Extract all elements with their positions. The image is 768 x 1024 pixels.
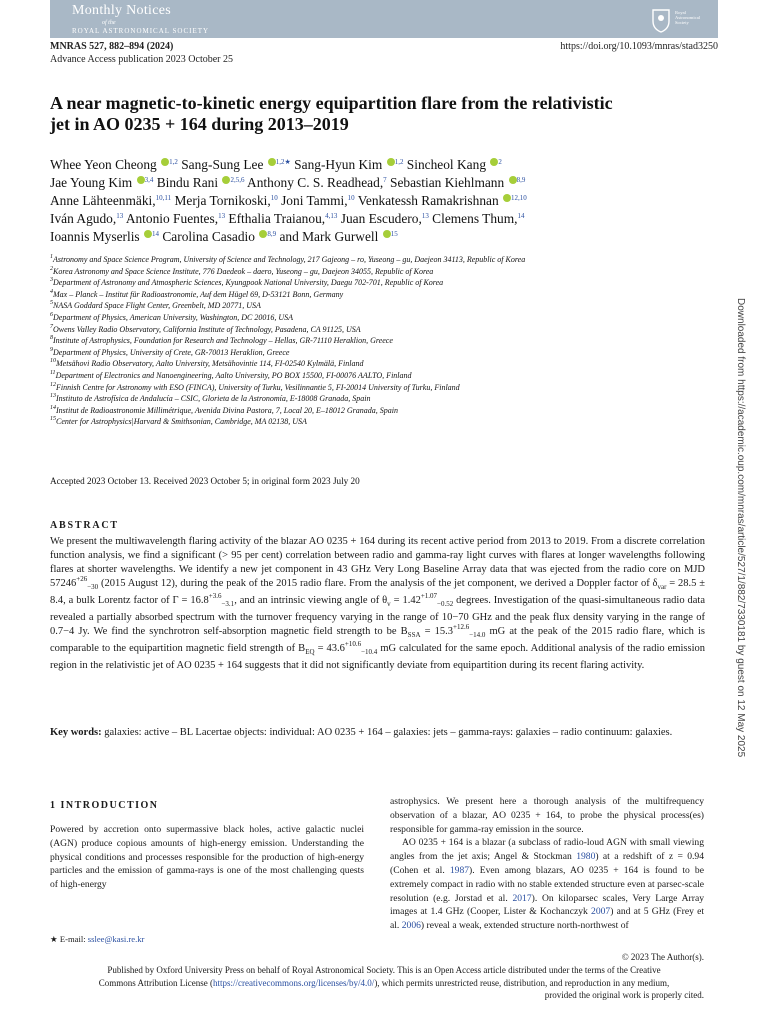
author: Juan Escudero,$^{13}$ xyxy=(340,211,429,226)
abstract-heading: ABSTRACT xyxy=(50,520,119,531)
author: Clemens Thum,$^{14}$ xyxy=(432,211,525,226)
author: Efthalia Traianou,$^{4,13}$ xyxy=(228,211,338,226)
copyright: © 2023 The Author(s). xyxy=(621,952,704,962)
author: Iván Agudo,$^{13}$ xyxy=(50,211,124,226)
affiliation: $^2$Korea Astronomy and Space Science Institute, 776 Daedeok – daero, Yuseong – gu, Daejeon 34055, Republic of Korea xyxy=(50,265,434,276)
affiliation: $^3$Department of Astronomy and Atmospheric Sciences, Kyungpook National University, Daegu 702-701, Republic of Korea xyxy=(50,277,444,288)
author: Bindu Rani $^{2,5,6}$ xyxy=(156,175,245,190)
author: Antonio Fuentes,$^{13}$ xyxy=(125,211,226,226)
author: Sebastian Kiehlmann $^{8,9}$ xyxy=(390,175,526,190)
author: Whee Yeon Cheong $^{1,2}$ xyxy=(50,157,178,172)
footnote: ★ E-mail: sslee@kasi.re.kr xyxy=(50,934,145,944)
author: and Mark Gurwell $^{15}$ xyxy=(279,229,398,244)
affiliation: $^4$Max – Planck – Institut für Radioastronomie, Auf dem Hügel 69, D-53121 Bonn, Germany xyxy=(50,288,344,299)
download-sidebar: Downloaded from https://academic.oup.com/mnras/article/527/1/882/7330181 by guest on 12 May 2025 xyxy=(735,298,746,758)
keywords: Key words: galaxies: active – BL Lacertae objects: individual: AO 0235 + 164 – galaxies: jets – gamma-rays: galaxies – radio continuum: galaxies. xyxy=(50,727,673,738)
doi-link[interactable]: https://doi.org/10.1093/mnras/stad3250 xyxy=(560,41,718,52)
affiliation: $^{15}$Center for Astrophysics|Harvard & Smithsonian, Cambridge, MA 02138, USA xyxy=(50,416,307,427)
ras-crest-icon xyxy=(650,7,672,33)
citation-link[interactable]: 1980 xyxy=(576,851,596,863)
journal-name: Monthly Notices xyxy=(72,3,171,18)
paper-title: A near magnetic-to-kinetic energy equipartition flare from the relativistic jet in AO 0235 + 164 during 2013–2019 xyxy=(50,93,613,134)
orcid-icon[interactable] xyxy=(503,194,511,202)
intro-left-column: Powered by accretion onto supermassive black holes, active galactic nuclei (AGN) produce copious amounts of high-energy emission. Understanding the physical conditions and processes responsible for the production of high-energy particles and the emission of gamma-rays is one of the most challenging quests of high-energy xyxy=(50,824,364,891)
author: Jae Young Kim $^{3,4}$ xyxy=(50,175,154,190)
citation-link[interactable]: 2007 xyxy=(591,906,611,918)
affiliation: $^8$Institute of Astrophysics, Foundation for Research and Technology – Hellas, GR-71110 Heraklion, Greece xyxy=(50,335,393,346)
intro-right-column: astrophysics. We present here a thorough analysis of the multifrequency observation of a blazar, AO 0235 + 164, to probe the physical process(es) responsible for gamma-ray emission in the source. AO 0235 + 164 is a blazar (a subclass of radio-loud AGN with small viewing angles from the jet axis; Angel & Stockman 1980) at a redshift of z = 0.94 (Cohen et al. 1987). Even among blazars, AO 0235 + 164 is found to be extremely compact in radio with no stable extended structure even at parsec-scale resolution (e.g. Jorstad et al. 2017). On kiloparsec scales, Very Large Array images at 1.4 GHz (Cooper, Lister & Kochanczyk 2007) and at 5 GHz (Frey et al. 2006) reveal a weak, extended structure north-northwest of xyxy=(390,796,704,932)
affiliation: $^{11}$Department of Electronics and Nanoengineering, Aalto University, PO BOX 15500, FI-00076 AALTO, Finland xyxy=(50,369,412,380)
orcid-icon[interactable] xyxy=(161,158,169,166)
author: Ioannis Myserlis $^{14}$ xyxy=(50,229,159,244)
advance-access: Advance Access publication 2023 October 25 xyxy=(50,54,234,65)
orcid-icon[interactable] xyxy=(387,158,395,166)
orcid-icon[interactable] xyxy=(383,230,391,238)
author-list xyxy=(50,156,710,246)
orcid-icon[interactable] xyxy=(268,158,276,166)
ras-logo-text: Royal Astronomical Society xyxy=(675,10,701,25)
email-link[interactable]: sslee@kasi.re.kr xyxy=(87,934,145,944)
orcid-icon[interactable] xyxy=(137,176,145,184)
license-link[interactable]: https://creativecommons.org/licenses/by/4.0/ xyxy=(213,977,375,988)
affiliation: $^6$Department of Physics, American University, Washington, DC 20016, USA xyxy=(50,311,293,322)
affiliation: $^9$Department of Physics, University of Crete, GR-70013 Heraklion, Greece xyxy=(50,346,290,357)
journal-of: of the xyxy=(102,20,116,26)
affiliation: $^{10}$Metsähovi Radio Observatory, Aalto University, Metsähovintie 114, FI-02540 Kylmälä, Finland xyxy=(50,358,364,369)
author: Anne Lähteenmäki,$^{10,11}$ xyxy=(50,193,172,208)
orcid-icon[interactable] xyxy=(144,230,152,238)
affiliation: $^5$NASA Goddard Space Flight Center, Greenbelt, MD 20771, USA xyxy=(50,300,261,311)
author: Sang-Sung Lee $^{1,2★}$ xyxy=(181,157,291,172)
author: Sincheol Kang $^2$ xyxy=(406,157,502,172)
author: Anthony C. S. Readhead,$^7$ xyxy=(247,175,387,190)
citation: MNRAS 527, 882–894 (2024) xyxy=(50,41,174,52)
author: Merja Tornikoski,$^{10}$ xyxy=(174,193,278,208)
affiliation: $^{12}$Finnish Centre for Astronomy with ESO (FINCA), University of Turku, Vesilinnantie 5, FI-20014 University of Turku, Finland xyxy=(50,381,460,392)
ras-logo xyxy=(650,7,712,33)
citation-link[interactable]: 1987 xyxy=(449,864,470,876)
affiliation: $^1$Astronomy and Space Science Program, University of Science and Technology, 217 Gajeong – ro, Yuseong – gu, Daejeon 34113, Republic of Korea xyxy=(50,254,526,264)
citation-link[interactable]: 2006 xyxy=(401,920,421,932)
orcid-icon[interactable] xyxy=(509,176,517,184)
author: Venkatessh Ramakrishnan $^{12,10}$ xyxy=(357,193,527,208)
affiliation: $^{14}$Institut de Radioastronomie Millimétrique, Avenida Divina Pastora, 7, Local 20, E–18012 Granada, Spain xyxy=(50,404,398,415)
abstract-text: We present the multiwavelength flaring activity of the blazar AO 0235 + 164 during its recent active period from 2013 to 2019. From a discrete correlation function analysis, we find a significant (> 95 per cent) correlation between radio and gamma-ray light curves with flares at longer wavelengths following flares at shorter wavelengths. We identify a new jet component in 43 GHz Very Long Baseline Array data that was ejected from the radio core on MJD $57246^{+26}_{-30}$ (2015 August 12), during the peak of the 2015 radio flare. From the analysis of the jet component, we derived a Doppler factor of $\delta_{var} = 28.5 \pm 8.4$, a bulk Lorentz factor of $\Gamma = 16.8^{+3.6}_{-3.1}$, and an intrinsic viewing angle of $\theta_v = 1.42^{+1.07}_{-0.52}$ degrees. Investigation of the quasi-simultaneous radio data revealed a partially absorbed spectrum with the turnover frequency varying in the range of 10−70 GHz and the peak flux density varying in the range of 0.7−4 Jy. We find the synchrotron self-absorption magnetic field strength to be $B_{SSA} = 15.3^{+12.6}_{-14.0}$ mG at the peak of the 2015 radio flare, which is comparable to the equipartition magnetic field strength of $B_{EQ} = 43.6^{+10.6}_{-10.4}$ mG calculated for the same epoch. Additional analysis of the radio emission region in the relativistic jet of AO 0235 + 164 suggests that it did not significantly deviate from equipartition during its recent flaring activity. xyxy=(50,536,706,672)
affiliation: $^7$Owens Valley Radio Observatory, California Institute of Technology, Pasadena, CA 91125, USA xyxy=(50,323,361,334)
license-text: Published by Oxford University Press on behalf of Royal Astronomical Society. This is an Open Access article distributed under the terms of the Creative Commons Attribution License (https://creativecommons.org/licenses/by/4.0/), which permits unrestricted reuse, distribution, and reproduction in any medium, provided the original work is properly cited. xyxy=(98,965,704,1000)
citation-link[interactable]: 2017 xyxy=(512,892,532,904)
affiliation-list xyxy=(50,254,715,428)
affiliation: $^{13}$Instituto de Astrofísica de Andalucía – CSIC, Glorieta de la Astronomía, E-18008 Granada, Spain xyxy=(50,393,371,404)
journal-society: ROYAL ASTRONOMICAL SOCIETY xyxy=(72,27,210,35)
journal-banner xyxy=(50,0,718,38)
received-dates: Accepted 2023 October 13. Received 2023 October 5; in original form 2023 July 20 xyxy=(50,476,360,486)
author: Carolina Casadio $^{8,9}$ xyxy=(162,229,277,244)
intro-heading: 1 INTRODUCTION xyxy=(50,800,159,811)
author: Joni Tammi,$^{10}$ xyxy=(281,193,355,208)
author: Sang-Hyun Kim $^{1,2}$ xyxy=(294,157,404,172)
